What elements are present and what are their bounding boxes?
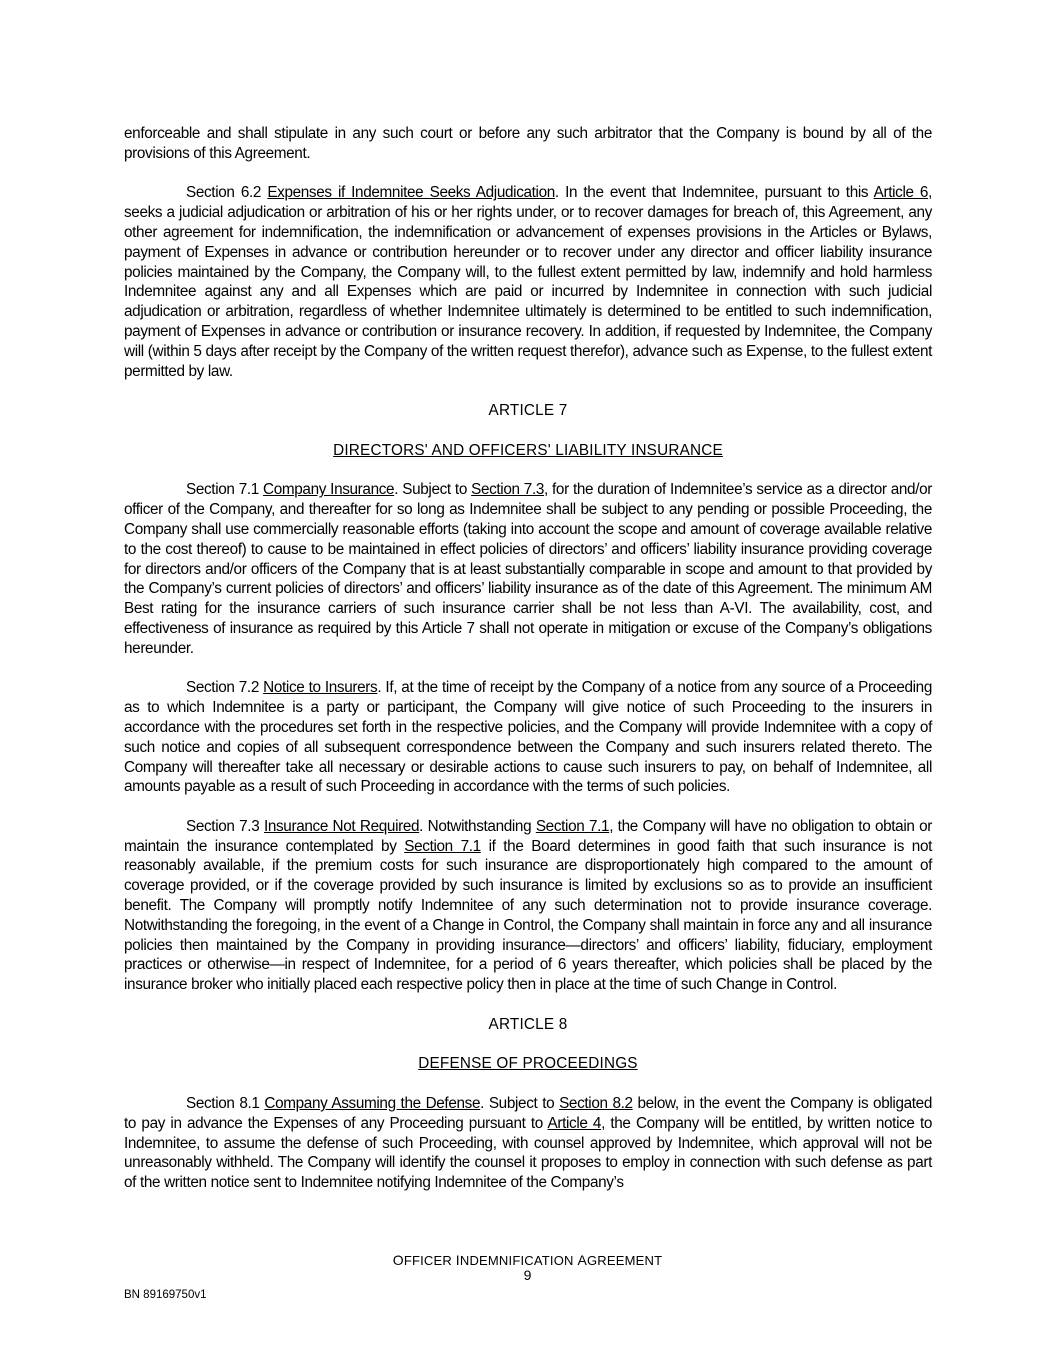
section-7-2: [124, 678, 932, 797]
section-heading: Notice to Insurers: [263, 679, 378, 697]
section-heading: Company Insurance: [263, 481, 395, 499]
section-text: if the Board determines in good faith that such insurance is not reasonably available, if the premium costs for such insurance are disproportionately high compared to the amount of coverage provided, or if the coverage provided by such insurance is limited by exclusions so as to provide an insufficient benefit. The Company will promptly notify Indemnitee of any such determination not to provide insurance coverage. Notwithstanding the foregoing, in the event of a Change in Control, the Company shall maintain in force any and all insurance policies then maintained by the Company in providing insurance—directors’ and officers’ liability, fiduciary, employment practices or otherwise—in respect of Indemnitee, for a period of 6 years thereafter, which policies shall be placed by the insurance broker who initially placed each respective policy then in place at the time of such Change in Control.: [124, 837, 932, 994]
section-7-3: [124, 817, 932, 995]
cross-reference: Section 7.3: [471, 481, 544, 499]
section-text: . Subject to: [394, 481, 472, 499]
section-7-1: [124, 480, 932, 658]
section-6-2: [124, 183, 932, 381]
cross-reference: Section 7.1: [404, 837, 481, 855]
section-text: . If, at the time of receipt by the Company of a notice from any source of a Proceeding as to which Indemnitee is a party or participant, the Company will give notice of such Proceeding to the insurers in accordance with the procedures set forth in the respective policies, and the Company will provide Indemnitee with a copy of such notice and copies of all subsequent correspondence between the Company and such insurers related thereto. The Company will thereafter take all necessary or desirable actions to cause such insurers to pay, on behalf of Indemnitee, all amounts payable as a result of such Proceeding in accordance with the terms of such policies.: [124, 679, 932, 796]
footer-title-small: GREEMENT: [587, 1253, 663, 1268]
section-8-1: [124, 1094, 932, 1193]
cross-reference: Article 6: [873, 184, 929, 202]
section-heading: Company Assuming the Defense: [264, 1095, 481, 1113]
article-heading-text: DEFENSE OF PROCEEDINGS: [418, 1055, 638, 1073]
article-7-heading: [124, 441, 932, 461]
section-number: Section 7.3: [186, 817, 264, 835]
paragraph-continuation: enforceable and shall stipulate in any such court or before any such arbitrator that the Company is bound by all of the provisions of this Agreement.: [124, 125, 932, 162]
article-8-heading: [124, 1054, 932, 1074]
section-text: , seeks a judicial adjudication or arbitration of his or her rights under, or to recover damages for breach of, this Agreement, any other agreement for indemnification, the indemnification or advancement of expenses provisions in the Articles or Bylaws, payment of Expenses in advance or contribution hereunder or to recover under any director and officer liability insurance policies maintained by the Company, the Company will, to the fullest extent permitted by law, indemnify and hold harmless Indemnitee against any and all Expenses which are paid or incurred by Indemnitee in connection with such judicial adjudication or arbitration, regardless of whether Indemnitee ultimately is determined to be entitled to such indemnification, payment of Expenses in advance or contribution or insurance recovery. In addition, if requested by Indemnitee, the Company will (within 5 days after receipt by the Company of the written request therefor), advance such as Expense, to the fullest extent permitted by law.: [124, 184, 932, 380]
page-number: 9: [523, 1267, 532, 1283]
footer-title-cap: I: [455, 1252, 460, 1268]
section-text: . In the event that Indemnitee, pursuant to this: [554, 184, 874, 202]
cross-reference: Section 7.1: [535, 817, 610, 835]
document-page: [124, 124, 932, 1193]
article-8-title: ARTICLE 8: [488, 1015, 568, 1033]
section-text: , the Company will have no obligation to obtain or maintain the insurance contemplated by: [124, 817, 933, 855]
section-heading: Insurance Not Required: [263, 817, 420, 835]
footer-title-small: NDEMNIFICATION: [459, 1253, 578, 1268]
section-number: Section 8.1: [186, 1095, 265, 1113]
section-text: below, in the event the Company is obligated to pay in advance the Expenses of any Proceeding pursuant to: [124, 1095, 932, 1132]
section-number: Section 7.1: [186, 481, 264, 499]
document-id: BN 89169750v1: [124, 1289, 207, 1301]
section-text: . Subject to: [480, 1095, 560, 1113]
footer-title-cap: O: [392, 1252, 404, 1268]
section-number: Section 7.2: [186, 679, 264, 697]
cross-reference: Article 4: [547, 1114, 602, 1132]
cross-reference: Section 8.2: [559, 1095, 633, 1113]
footer-title-small: FFICER: [403, 1253, 456, 1268]
section-text: , the Company will be entitled, by written notice to Indemnitee, to assume the defense of such Proceeding, with counsel approved by Indemnitee, which approval will not be unreasonably withheld. The Company will identify the counsel it proposes to employ in connection with such defense as part of the written notice sent to Indemnitee notifying Indemnitee of the Company’s: [124, 1114, 933, 1192]
section-heading: Expenses if Indemnitee Seeks Adjudication: [267, 184, 555, 202]
footer-title-cap: A: [577, 1252, 587, 1268]
section-text: . Notwithstanding: [419, 817, 536, 835]
section-text: , for the duration of Indemnitee’s service as a director and/or officer of the Company, and thereafter for so long as Indemnitee shall be subject to any pending or possible Proceeding, the Company shall use commercially reasonable efforts (taking into account the scope and amount of coverage available relative to the cost thereof) to cause to be maintained in effect policies of directors’ and officers’ liability insurance providing coverage for directors and/or officers of the Company that is at least substantially comparable in scope and amount to that provided by the Company’s current policies of directors’ and officers’ liability insurance as of the date of this Agreement. The minimum AM Best rating for the insurance carriers of such insurance carrier shall be not less than A-VI. The availability, cost, and effectiveness of insurance as required by this Article 7 shall not operate in mitigation or excuse of the Company’s obligations hereunder.: [124, 481, 932, 657]
article-7-title: ARTICLE 7: [488, 402, 568, 420]
section-number: Section 6.2: [186, 184, 268, 202]
article-heading-text: DIRECTORS' AND OFFICERS' LIABILITY INSURANCE: [333, 441, 723, 459]
